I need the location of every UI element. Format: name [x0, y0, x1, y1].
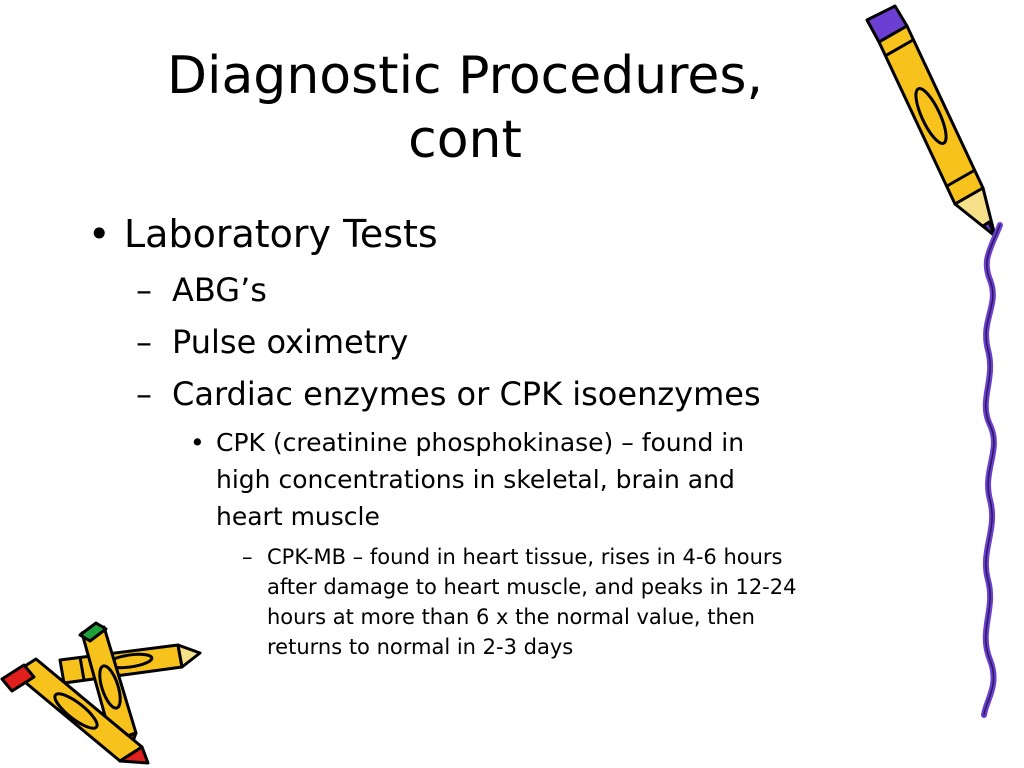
- dash-marker-level4: –: [242, 545, 253, 569]
- pencil-icon: [855, 0, 1005, 245]
- bullet-marker-level3: •: [190, 428, 205, 457]
- bullet-abgs: ABG’s: [172, 271, 267, 309]
- squiggle-border-icon: [960, 220, 1020, 720]
- bullet-cpk-line-1: CPK (creatinine phosphokinase) – found in: [216, 428, 745, 457]
- bullet-cpkmb-line-1: CPK-MB – found in heart tissue, rises in 4-6 hours: [267, 545, 783, 569]
- bullet-pulse-oximetry: Pulse oximetry: [172, 323, 409, 361]
- bullet-cardiac-enzymes: Cardiac enzymes or CPK isoenzymes: [172, 375, 761, 413]
- bullet-cpkmb-line-2: after damage to heart muscle, and peaks in 12-24: [267, 575, 797, 599]
- bullet-cpk-line-2: high concentrations in skeletal, brain and: [216, 465, 735, 494]
- dash-marker-cardiac-enzymes: –: [136, 375, 152, 413]
- slide-title-line-2: cont: [408, 110, 522, 170]
- bullet-laboratory-tests: Laboratory Tests: [124, 212, 438, 256]
- dash-marker-pulse-oximetry: –: [136, 323, 152, 361]
- bullet-cpk-line-3: heart muscle: [216, 502, 380, 531]
- dash-marker-abgs: –: [136, 271, 152, 309]
- bullet-marker-level1: •: [88, 212, 111, 256]
- crayons-icon: [0, 615, 205, 765]
- slide-title-line-1: Diagnostic Procedures,: [166, 46, 764, 106]
- bullet-cpkmb-line-3: hours at more than 6 x the normal value, then: [267, 605, 755, 629]
- bullet-cpkmb-line-4: returns to normal in 2-3 days: [267, 635, 574, 659]
